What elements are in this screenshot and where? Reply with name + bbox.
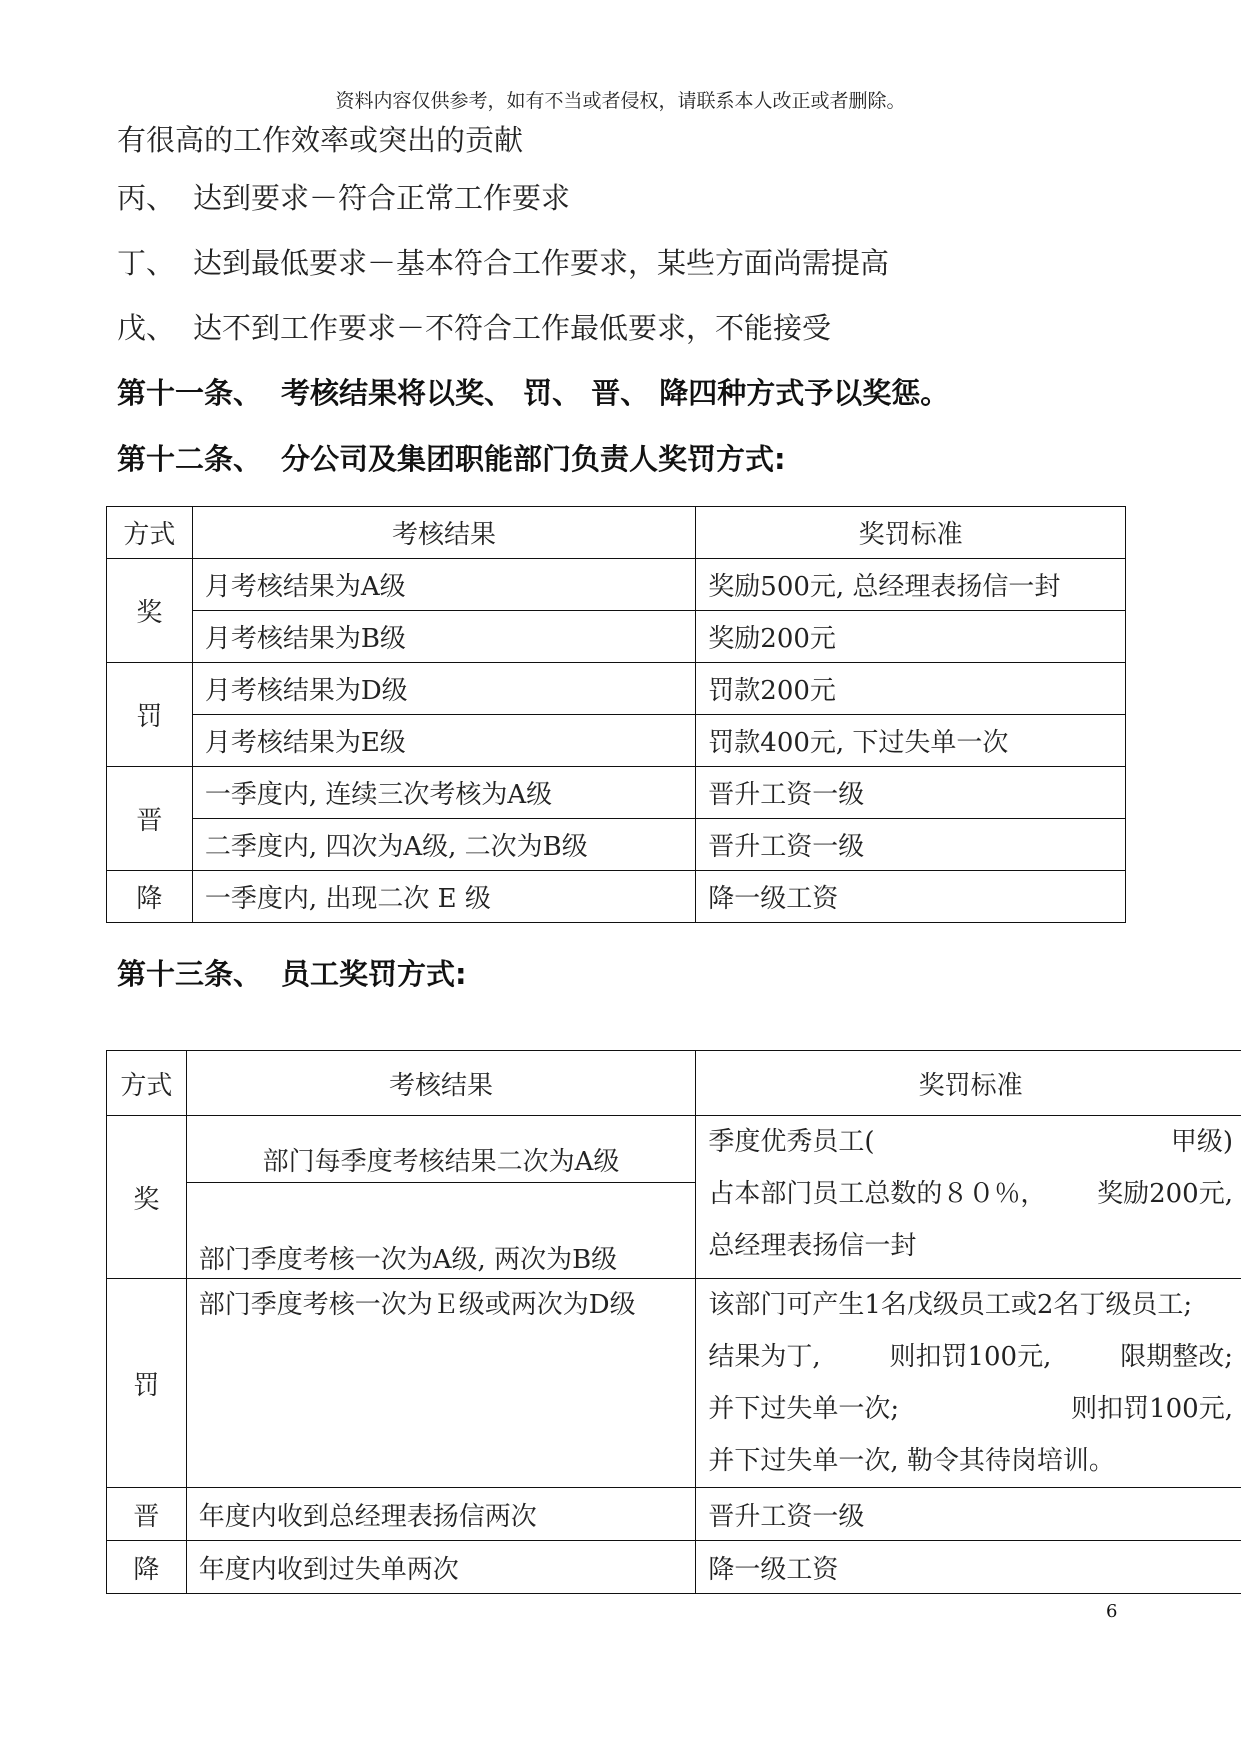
section-heading [117, 371, 949, 412]
text-line [117, 306, 831, 347]
table-header: 奖罚标准 [696, 507, 1126, 559]
standard-line: 总经理表扬信一封 [708, 1231, 917, 1261]
type-cell: 罚 [107, 1279, 187, 1488]
type-cell: 奖 [107, 559, 193, 663]
standard-text: 占本部门员工总数的８０％， [708, 1179, 1047, 1209]
section-text: 分公司及集团职能部门负责人奖罚方式: [281, 442, 786, 476]
section-text: 考核结果将以奖、 罚、 晋、 降四种方式予以奖惩。 [281, 376, 950, 410]
standard-cell: 降一级工资 [696, 871, 1126, 923]
table-row [107, 663, 1126, 715]
result-cell: 月考核结果为A级 [192, 559, 695, 611]
standard-line [708, 1168, 1233, 1220]
standard-text: 则扣罚100元, [1071, 1394, 1233, 1424]
standard-text: 甲级) [1170, 1127, 1233, 1157]
type-cell: 降 [107, 1541, 187, 1594]
table-header: 考核结果 [192, 507, 695, 559]
standard-cell: 晋升工资一级 [696, 1488, 1241, 1541]
result-cell: 月考核结果为E级 [192, 715, 695, 767]
table-row [107, 1116, 1241, 1183]
standard-line: 该部门可产生1名戊级员工或2名丁级员工; [708, 1290, 1193, 1320]
manager-reward-table [106, 506, 1126, 923]
table-header: 考核结果 [186, 1051, 696, 1116]
result-cell: 年度内收到过失单两次 [186, 1541, 696, 1594]
table-row [107, 1541, 1241, 1594]
result-cell: 一季度内, 出现二次 E 级 [192, 871, 695, 923]
table-row [107, 871, 1126, 923]
result-cell: 一季度内, 连续三次考核为A级 [192, 767, 695, 819]
standard-cell: 奖励200元 [696, 611, 1126, 663]
type-cell: 降 [107, 871, 193, 923]
line-text: 达到要求－符合正常工作要求 [193, 181, 571, 215]
table-row [107, 819, 1126, 871]
line-tag: 戊、 [117, 311, 176, 345]
type-cell: 晋 [107, 767, 193, 871]
line-text: 达到最低要求－基本符合工作要求，某些方面尚需提高 [193, 246, 890, 280]
standard-cell: 奖励500元, 总经理表扬信一封 [696, 559, 1126, 611]
page-number: 6 [1106, 1601, 1118, 1622]
result-cell: 二季度内, 四次为A级, 二次为B级 [192, 819, 695, 871]
result-cell: 月考核结果为B级 [192, 611, 695, 663]
standard-cell: 降一级工资 [696, 1541, 1241, 1594]
text-line [117, 176, 570, 217]
standard-text: 则扣罚100元, [889, 1342, 1052, 1372]
type-cell: 晋 [107, 1488, 187, 1541]
standard-line [708, 1331, 1233, 1383]
table-header: 方式 [107, 1051, 187, 1116]
type-cell: 奖 [107, 1116, 187, 1279]
line-tag: 丙、 [117, 181, 176, 215]
table-row [107, 767, 1126, 819]
standard-cell: 罚款400元, 下过失单一次 [696, 715, 1126, 767]
section-tag: 第十二条、 [117, 442, 263, 476]
table-header: 奖罚标准 [696, 1051, 1241, 1116]
line-tag: 丁、 [117, 246, 176, 280]
text-line [117, 118, 523, 159]
result-cell: 年度内收到总经理表扬信两次 [186, 1488, 696, 1541]
table-header-row [107, 1051, 1241, 1116]
section-text: 员工奖罚方式: [281, 957, 467, 991]
result-cell: 部门季度考核一次为A级, 两次为B级 [186, 1183, 696, 1279]
section-tag: 第十一条、 [117, 376, 263, 410]
standard-text: 结果为丁, [708, 1342, 821, 1372]
result-cell: 部门每季度考核结果二次为A级 [186, 1116, 696, 1183]
section-heading [117, 952, 467, 993]
type-cell: 罚 [107, 663, 193, 767]
standard-cell: 晋升工资一级 [696, 767, 1126, 819]
standard-line [708, 1383, 1233, 1435]
line-text: 达不到工作要求－不符合工作最低要求，不能接受 [193, 311, 832, 345]
standard-text: 限期整改; [1120, 1342, 1233, 1372]
table-row [107, 611, 1126, 663]
result-cell: 月考核结果为D级 [192, 663, 695, 715]
standard-cell: 晋升工资一级 [696, 819, 1126, 871]
table-row [107, 715, 1126, 767]
table-header-row [107, 507, 1126, 559]
result-cell: 部门季度考核一次为Ｅ级或两次为D级 [186, 1279, 696, 1488]
line-text: 有很高的工作效率或突出的贡献 [117, 123, 524, 157]
standard-text: 奖励200元, [1097, 1179, 1233, 1209]
table-header: 方式 [107, 507, 193, 559]
section-heading [117, 437, 786, 478]
text-line [117, 241, 889, 282]
standard-line: 并下过失单一次, 勒令其待岗培训。 [708, 1446, 1115, 1476]
standard-cell [696, 1279, 1241, 1488]
standard-cell [696, 1116, 1241, 1279]
table-row [107, 1488, 1241, 1541]
header-disclaimer: 资料内容仅供参考，如有不当或者侵权，请联系本人改正或者删除。 [335, 90, 906, 112]
standard-text: 并下过失单一次; [708, 1394, 900, 1424]
employee-reward-table [106, 1050, 1241, 1594]
standard-line [708, 1116, 1233, 1168]
table-row [107, 1279, 1241, 1488]
section-tag: 第十三条、 [117, 957, 263, 991]
standard-cell: 罚款200元 [696, 663, 1126, 715]
table-row [107, 559, 1126, 611]
standard-text: 季度优秀员工( [708, 1127, 875, 1157]
